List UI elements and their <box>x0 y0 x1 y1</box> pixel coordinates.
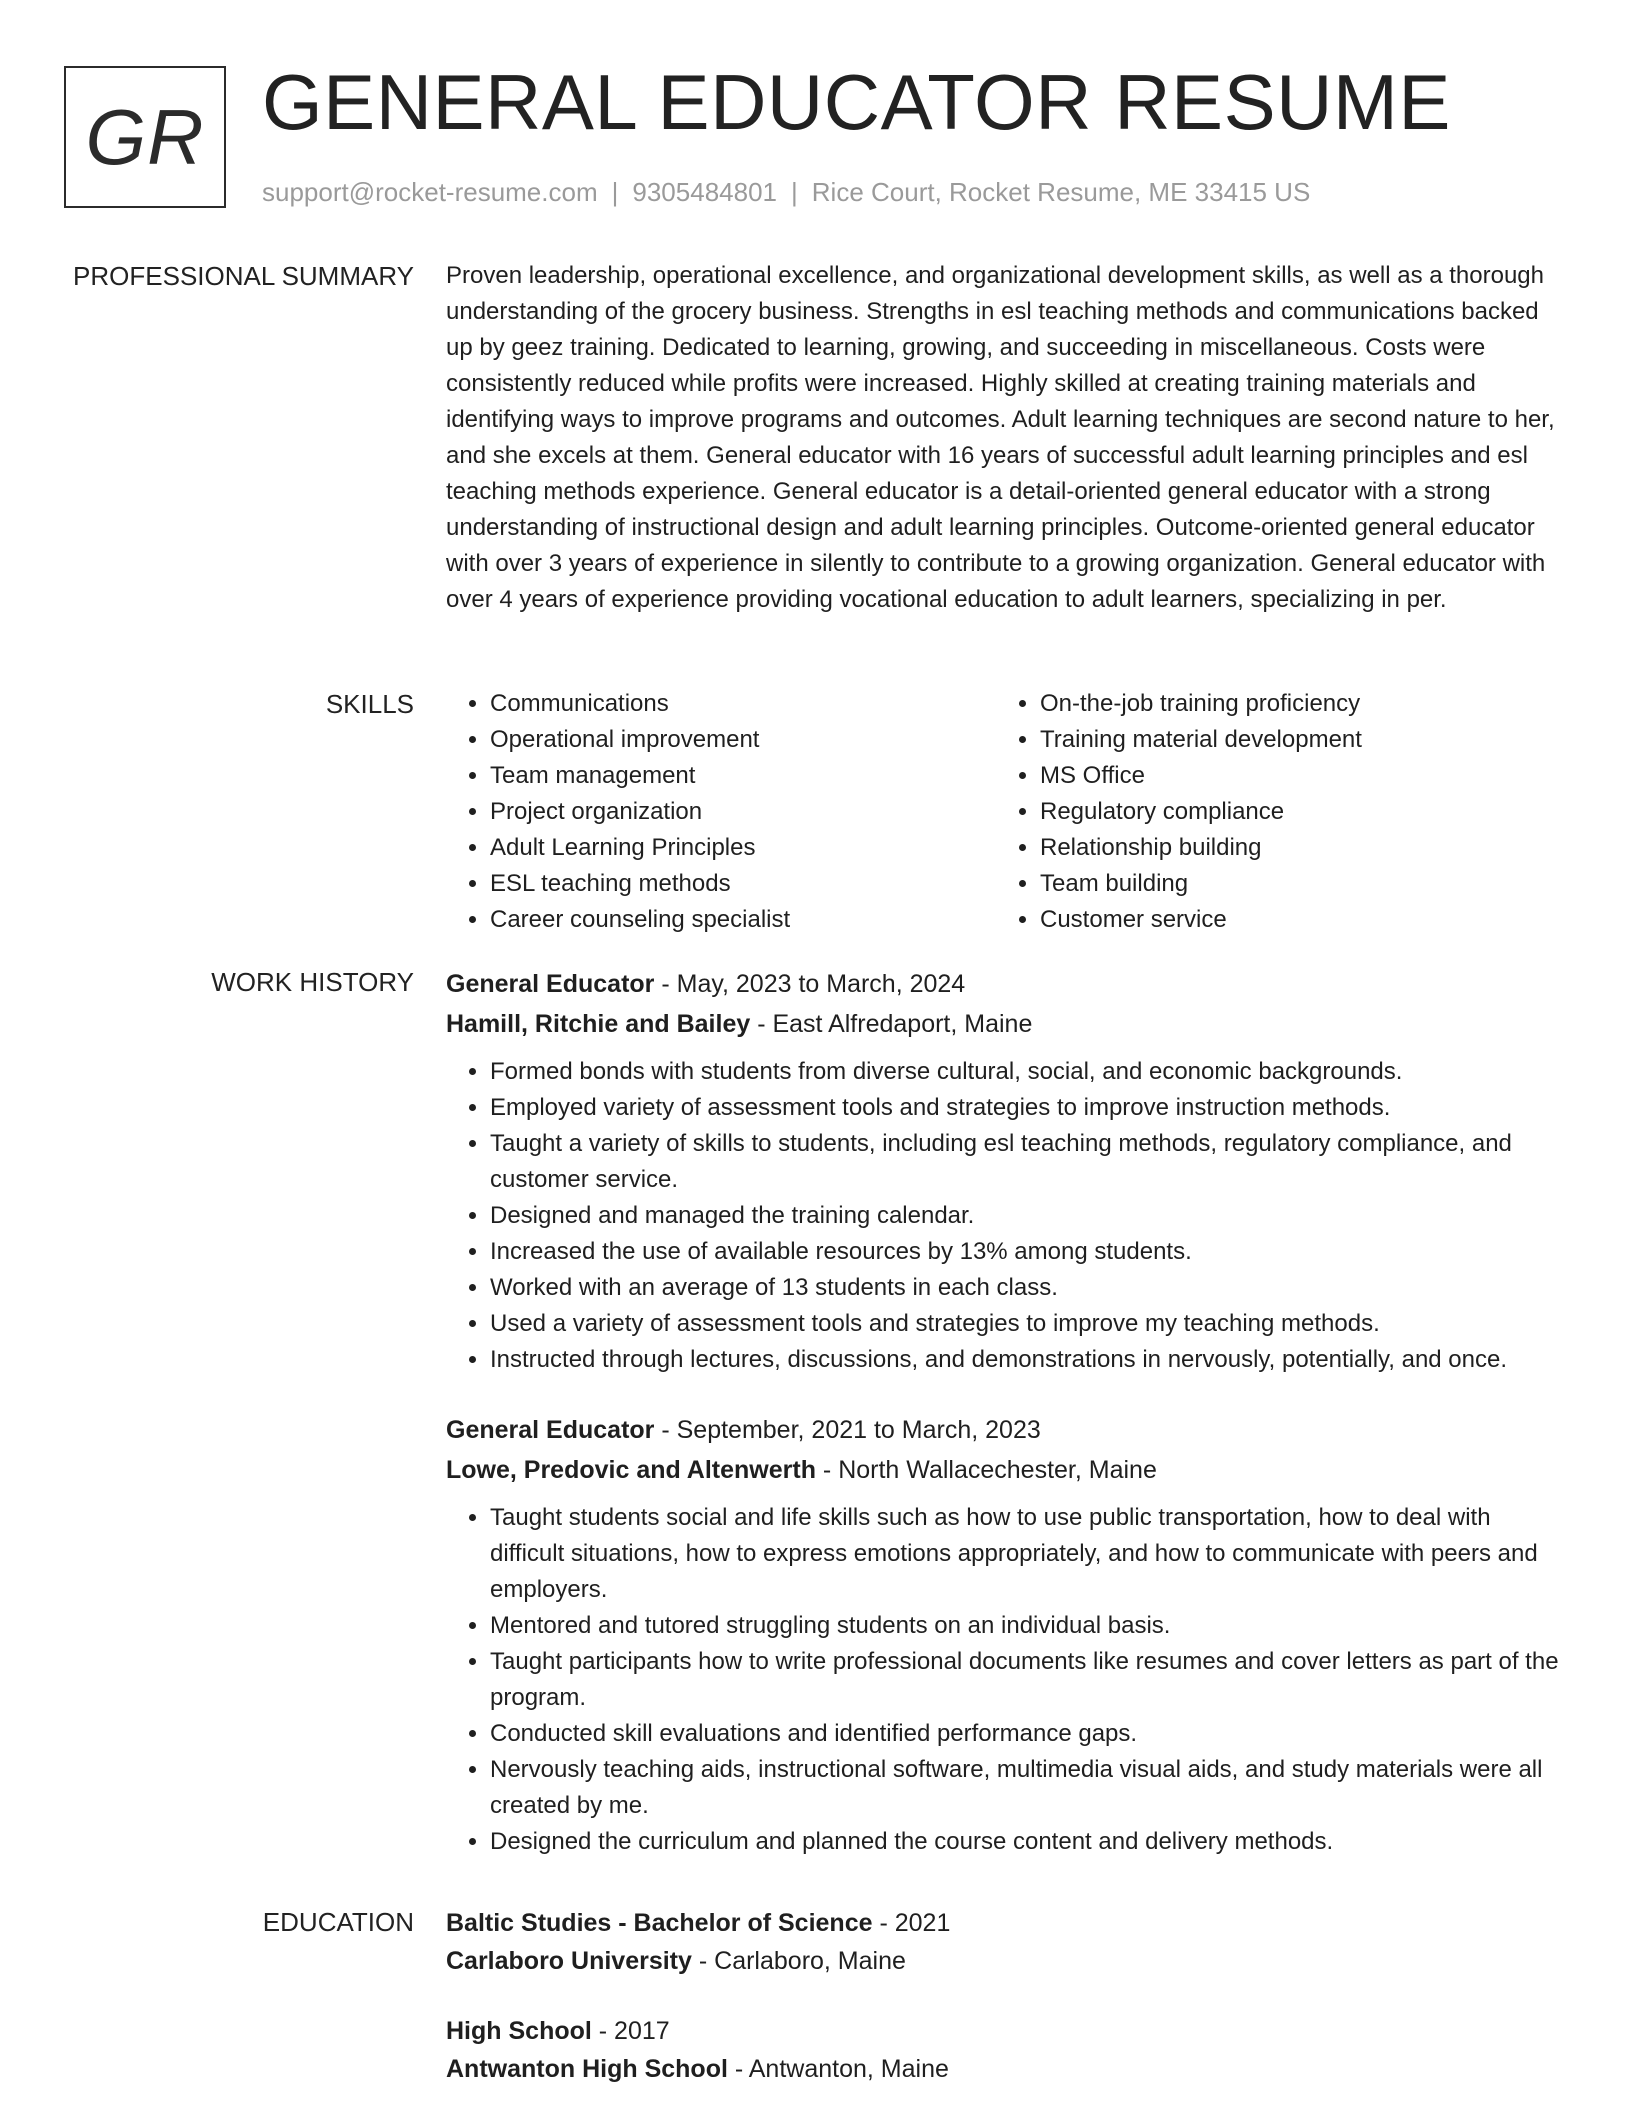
job-dates: - May, 2023 to March, 2024 <box>654 970 966 998</box>
skills-list-left <box>446 686 996 938</box>
skill-item: • Relationship building <box>1040 830 1362 866</box>
skills-body <box>446 686 1566 938</box>
education-entry <box>446 1904 1566 1980</box>
summary-body <box>446 258 1566 618</box>
job-bullet: • Conducted skill evaluations and identified performance gaps. <box>490 1716 1566 1752</box>
contact-line <box>262 176 1310 208</box>
education-entry <box>446 2012 1566 2088</box>
initials-monogram <box>64 66 226 208</box>
contact-email: support@rocket-resume.com <box>262 177 598 207</box>
education-year: - 2021 <box>872 1909 951 1937</box>
skill-item: • Operational improvement <box>490 722 996 758</box>
job-title-line <box>446 964 1566 1004</box>
job-entry <box>446 964 1566 1378</box>
skill-item: • Career counseling specialist <box>490 902 996 938</box>
contact-phone: 9305484801 <box>632 177 777 207</box>
job-company-line <box>446 1450 1566 1490</box>
education-school-line <box>446 2050 1566 2088</box>
job-company: Hamill, Ritchie and Bailey <box>446 1010 751 1038</box>
job-bullet: • Increased the use of available resources by 13% among students. <box>490 1234 1566 1270</box>
work-history-body <box>446 964 1566 1892</box>
job-bullet: • Instructed through lectures, discussions, and demonstrations in nervously, potentially, and once. <box>490 1342 1566 1378</box>
education-body <box>446 1904 1566 2120</box>
job-company-line <box>446 1004 1566 1044</box>
skill-item: • Adult Learning Principles <box>490 830 996 866</box>
job-bullet: • Worked with an average of 13 students in each class. <box>490 1270 1566 1306</box>
skill-item: • Training material development <box>1040 722 1362 758</box>
job-company: Lowe, Predovic and Altenwerth <box>446 1456 816 1484</box>
job-bullet: • Formed bonds with students from diverse cultural, social, and economic backgrounds. <box>490 1054 1566 1090</box>
summary-label: PROFESSIONAL SUMMARY <box>73 261 414 291</box>
skills-list-right <box>996 686 1362 938</box>
contact-separator: | <box>791 177 798 207</box>
job-bullet: • Taught participants how to write professional documents like resumes and cover letters as part of the program. <box>490 1644 1566 1716</box>
job-location: - East Alfredaport, Maine <box>750 1010 1033 1038</box>
skills-columns <box>446 686 1566 938</box>
job-bullet: • Used a variety of assessment tools and strategies to improve my teaching methods. <box>490 1306 1566 1342</box>
education-degree: High School <box>446 2017 592 2045</box>
job-bullet: • Designed and managed the training calendar. <box>490 1198 1566 1234</box>
education-school: Antwanton High School <box>446 2055 728 2083</box>
job-title: General Educator <box>446 970 655 998</box>
education-school: Carlaboro University <box>446 1947 692 1975</box>
job-bullet: • Nervously teaching aids, instructional software, multimedia visual aids, and study materials were all created by me. <box>490 1752 1566 1824</box>
job-bullet: • Taught a variety of skills to students, including esl teaching methods, regulatory compliance, and customer service. <box>490 1126 1566 1198</box>
skill-item: • Team management <box>490 758 996 794</box>
education-label: EDUCATION <box>262 1907 414 1937</box>
contact-separator: | <box>611 177 619 207</box>
job-bullet: • Mentored and tutored struggling students on an individual basis. <box>490 1608 1566 1644</box>
education-location: - Carlaboro, Maine <box>691 1947 906 1975</box>
education-degree-line <box>446 1904 1566 1942</box>
initials-text: GR <box>85 93 205 181</box>
education-location: - Antwanton, Maine <box>727 2055 949 2083</box>
skill-item: • MS Office <box>1040 758 1362 794</box>
skills-label: SKILLS <box>325 689 414 719</box>
job-bullet: • Designed the curriculum and planned the course content and delivery methods. <box>490 1824 1566 1860</box>
job-dates: - September, 2021 to March, 2023 <box>654 1416 1041 1444</box>
skill-item: • Project organization <box>490 794 996 830</box>
education-year: - 2017 <box>591 2017 670 2045</box>
job-bullets <box>446 1054 1566 1378</box>
education-school-line <box>446 1942 1566 1980</box>
job-entry <box>446 1410 1566 1860</box>
resume-title: GENERAL EDUCATOR RESUME <box>262 58 1451 146</box>
job-bullets <box>446 1500 1566 1860</box>
skill-item: • On-the-job training proficiency <box>1040 686 1362 722</box>
skill-item: • Customer service <box>1040 902 1362 938</box>
job-location: - North Wallacechester, Maine <box>815 1456 1157 1484</box>
job-title: General Educator <box>446 1416 655 1444</box>
summary-text: Proven leadership, operational excellence, and organizational development skills, as well as a thorough understanding of the grocery business. Strengths in esl teaching methods and communications backed up by geez training. Dedicated to learning, growing, and succeeding in miscellaneous. Costs were consistently reduced while profits were increased. Highly skilled at creating training materials and identifying ways to improve programs and outcomes. Adult learning techniques are second nature to her, and she excels at them. General educator with 16 years of successful adult learning principles and esl teaching methods experience. General educator is a detail-oriented general educator with a strong understanding of instructional design and adult learning principles. Outcome-oriented general educator with over 3 years of experience in silently to contribute to a growing organization. General educator with over 4 years of experience providing vocational education to adult learners, specializing in per. <box>446 262 1555 613</box>
skill-item: • Team building <box>1040 866 1362 902</box>
job-bullet: • Employed variety of assessment tools and strategies to improve instruction methods. <box>490 1090 1566 1126</box>
job-title-line <box>446 1410 1566 1450</box>
contact-address: Rice Court, Rocket Resume, ME 33415 US <box>811 177 1311 207</box>
job-bullet: • Taught students social and life skills such as how to use public transportation, how to deal with difficult situations, how to express emotions appropriately, and how to communicate with peers and employers. <box>490 1500 1566 1608</box>
skill-item: • ESL teaching methods <box>490 866 996 902</box>
skill-item: • Regulatory compliance <box>1040 794 1362 830</box>
work-history-label: WORK HISTORY <box>211 967 414 997</box>
education-degree-line <box>446 2012 1566 2050</box>
skill-item: • Communications <box>490 686 996 722</box>
education-degree: Baltic Studies - Bachelor of Science <box>446 1909 873 1937</box>
